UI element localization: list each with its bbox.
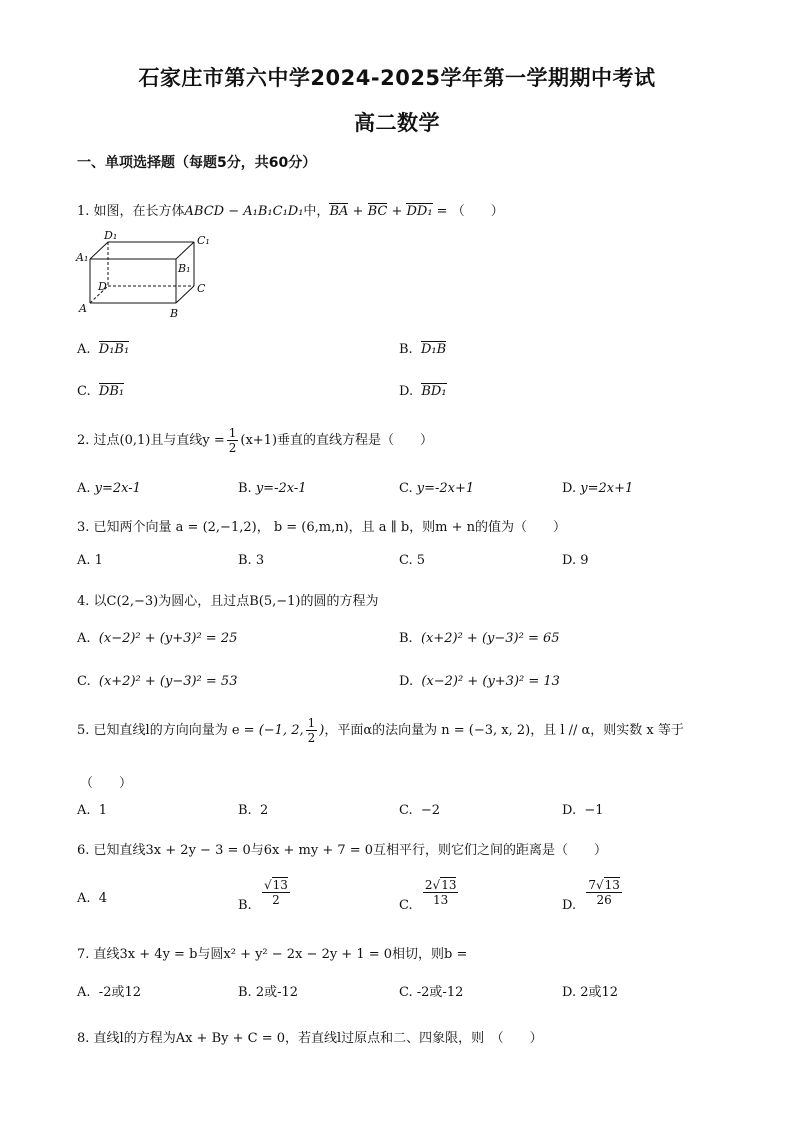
- q5-option-d-letter: D.: [562, 803, 577, 818]
- q6-option-d-coef: 7: [588, 878, 596, 892]
- question-1-stem: [77, 200, 504, 219]
- q7-option-d[interactable]: [562, 981, 618, 1000]
- q2-option-d-text: y=2x+1: [580, 481, 634, 496]
- q1-option-c-letter: C.: [77, 384, 91, 399]
- q5-option-d-text: −1: [584, 803, 604, 818]
- q1-vector-ba: BA: [329, 204, 349, 219]
- q3-option-a-text: 1: [94, 553, 103, 568]
- q2-frac-den: 2: [228, 441, 237, 455]
- label-d: D: [98, 280, 107, 293]
- q3-option-c-text: 5: [416, 553, 426, 568]
- q2-option-a[interactable]: [77, 481, 141, 496]
- q1-prefix: 1. 如图，在长方体: [77, 204, 185, 219]
- q4-option-a-letter: A.: [77, 631, 91, 646]
- cuboid-figure: [74, 228, 214, 324]
- q6-option-a[interactable]: [77, 891, 107, 906]
- q5-option-a-letter: A.: [77, 803, 91, 818]
- q4-option-a[interactable]: [77, 631, 237, 646]
- q4-option-b[interactable]: [399, 631, 560, 646]
- question-3-stem: 3. 已知两个向量 a = (2,−1,2)， b = (6,m,n)，且 a ∥ b，则m + n的值为（ ）: [77, 520, 567, 535]
- q4-option-b-letter: B.: [399, 631, 413, 646]
- q1-vector-dd1: DD₁: [406, 204, 433, 219]
- q2-option-a-text: y=2x-1: [94, 481, 141, 496]
- q3-option-c-letter: C.: [399, 553, 413, 568]
- q5-fraction: [306, 716, 318, 745]
- q7-option-c[interactable]: [399, 981, 463, 1000]
- q7-option-d-letter: D.: [562, 985, 577, 1000]
- q4-option-d-letter: D.: [399, 674, 414, 689]
- q6-option-b-den: 2: [272, 893, 280, 907]
- question-5-stem: [77, 716, 684, 745]
- q2-option-b[interactable]: [238, 481, 307, 496]
- q5-option-b-text: 2: [259, 803, 269, 818]
- q4-option-c-letter: C.: [77, 674, 91, 689]
- q1-option-d-letter: D.: [399, 384, 414, 399]
- q5-suffix: ，平面α的法向量为 n = (−3, x, 2)，且 l // α，则实数 x 等于: [324, 723, 684, 738]
- q6-option-b[interactable]: [238, 878, 292, 913]
- q5-option-d[interactable]: [562, 803, 604, 818]
- q2-option-c-letter: C.: [399, 481, 413, 496]
- q1-option-a-vector: D₁B₁: [98, 342, 130, 357]
- q7-option-c-letter: C.: [399, 985, 413, 1000]
- q1-option-b[interactable]: [399, 342, 446, 357]
- q6-option-c-num: 2√13: [424, 878, 457, 892]
- q5-vector-left: (−1, 2,: [258, 723, 304, 738]
- q7-option-a[interactable]: [77, 981, 141, 1000]
- q5-frac-den: 2: [307, 731, 316, 745]
- q1-option-a-letter: A.: [77, 342, 91, 357]
- q6-option-c-coef: 2: [424, 878, 433, 892]
- question-6-stem: 6. 已知直线3x + 2y − 3 = 0与6x + my + 7 = 0互相平行，则它们之间的距离是（ ）: [77, 843, 608, 858]
- q6-option-d-letter: D.: [562, 898, 577, 913]
- question-8-stem: 8. 直线l的方程为Ax + By + C = 0，若直线l过原点和二、四象限，则 （ ）: [77, 1031, 543, 1046]
- q4-option-b-text: (x+2)² + (y−3)² = 65: [420, 631, 560, 646]
- q6-option-c-letter: C.: [399, 898, 413, 913]
- question-4-stem: 4. 以C(2,−3)为圆心，且过点B(5,−1)的圆的方程为: [77, 594, 379, 609]
- q5-option-b[interactable]: [238, 803, 268, 818]
- q4-option-d-text: (x−2)² + (y+3)² = 13: [421, 674, 560, 689]
- q3-option-b-letter: B.: [238, 553, 252, 568]
- q4-option-c-text: (x+2)² + (y−3)² = 53: [98, 674, 238, 689]
- q7-option-a-letter: A.: [77, 985, 91, 1000]
- question-7-stem: 7. 直线3x + 4y = b与圆x² + y² − 2x − 2y + 1 = 0相切，则b =: [77, 947, 468, 962]
- label-c: C: [197, 282, 206, 295]
- q6-option-c[interactable]: [399, 878, 460, 913]
- q1-plus-1: +: [348, 204, 368, 219]
- q4-option-d[interactable]: [399, 674, 560, 689]
- q5-option-a-text: 1: [98, 803, 108, 818]
- q3-option-c[interactable]: [399, 553, 425, 568]
- question-2-stem: [77, 426, 433, 455]
- q2-fraction: [227, 426, 239, 455]
- q5-vector-right: ): [319, 723, 325, 738]
- q1-option-c-vector: DB₁: [98, 384, 125, 399]
- q2-option-b-letter: B.: [238, 481, 252, 496]
- q4-option-c[interactable]: [77, 674, 237, 689]
- q6-option-c-radicand: 13: [441, 878, 457, 892]
- exam-subject: 高二数学: [354, 111, 440, 135]
- label-a1: A₁: [76, 251, 89, 264]
- q5-answer-blank: （ ）: [80, 776, 133, 791]
- q6-option-a-value: 4: [98, 891, 108, 906]
- q5-option-b-letter: B.: [238, 803, 252, 818]
- q7-option-b-text: 2或-12: [255, 985, 299, 1000]
- q6-option-a-letter: A.: [77, 891, 91, 906]
- q6-option-d-fraction: [586, 878, 622, 907]
- q4-option-a-text: (x−2)² + (y+3)² = 25: [98, 631, 238, 646]
- q2-option-c-text: y=-2x+1: [416, 481, 475, 496]
- q1-plus-2: +: [387, 204, 407, 219]
- q3-option-d-letter: D.: [562, 553, 577, 568]
- label-b: B: [170, 307, 179, 320]
- q5-option-c-letter: C.: [399, 803, 413, 818]
- q2-option-a-letter: A.: [77, 481, 91, 496]
- q3-option-d[interactable]: [562, 553, 589, 568]
- q2-option-d[interactable]: [562, 481, 633, 496]
- q3-option-a[interactable]: [77, 553, 103, 568]
- q7-option-a-text: -2或12: [98, 985, 142, 1000]
- q6-option-b-fraction: [262, 878, 290, 907]
- q2-option-b-text: y=-2x-1: [255, 481, 307, 496]
- q6-option-c-fraction: [423, 878, 459, 907]
- q6-option-b-letter: B.: [238, 898, 252, 913]
- q5-frac-num: 1: [307, 716, 316, 730]
- q1-vector-bc: BC: [367, 204, 388, 219]
- q6-option-d-radicand: 13: [604, 878, 620, 892]
- q6-option-b-radicand: 13: [272, 878, 288, 892]
- q2-frac-num: 1: [228, 426, 237, 440]
- q6-option-d[interactable]: [562, 878, 624, 913]
- q1-suffix: = （ ）: [432, 204, 504, 219]
- q3-option-b-text: 3: [255, 553, 265, 568]
- edge-b1c1: [176, 242, 194, 259]
- q1-option-d-vector: BD₁: [421, 384, 447, 399]
- q6-option-b-num: √13: [263, 878, 288, 892]
- q3-option-d-text: 9: [580, 553, 589, 568]
- edge-bc: [176, 286, 194, 303]
- label-d1: D₁: [104, 229, 118, 242]
- q6-option-d-den: 26: [596, 893, 612, 907]
- q3-option-b[interactable]: [238, 553, 264, 568]
- label-b1: B₁: [178, 262, 191, 275]
- q3-option-a-letter: A.: [77, 553, 91, 568]
- q5-option-a[interactable]: [77, 803, 107, 818]
- q1-option-c[interactable]: [77, 384, 124, 399]
- q5-option-c-text: −2: [420, 803, 441, 818]
- exam-title: 石家庄市第六中学2024-2025学年第一学期期中考试: [138, 66, 656, 90]
- q1-solid: ABCD − A₁B₁C₁D₁: [184, 204, 304, 219]
- q2-suffix: (x+1)垂直的直线方程是（ ）: [240, 433, 434, 448]
- q1-option-b-letter: B.: [399, 342, 413, 357]
- q2-prefix: 2. 过点(0,1)且与直线y =: [77, 433, 225, 448]
- label-c1: C₁: [197, 234, 210, 247]
- q1-mid: 中，: [303, 204, 330, 219]
- q2-option-d-letter: D.: [562, 481, 577, 496]
- label-a: A: [79, 302, 87, 315]
- q1-option-a[interactable]: [77, 342, 129, 357]
- q6-option-c-den: 13: [433, 893, 449, 907]
- q5-option-c[interactable]: [399, 803, 440, 818]
- q7-option-d-text: 2或12: [580, 985, 619, 1000]
- q1-option-b-vector: D₁B: [420, 342, 447, 357]
- section-heading-single-choice: 一、单项选择题（每题5分，共60分）: [77, 155, 317, 171]
- q5-prefix: 5. 已知直线l的方向向量为 e =: [77, 723, 259, 738]
- q1-option-d[interactable]: [399, 384, 447, 399]
- q7-option-b-letter: B.: [238, 985, 252, 1000]
- q7-option-b[interactable]: [238, 981, 298, 1000]
- q7-option-c-text: -2或-12: [416, 985, 464, 1000]
- edge-a1d1: [90, 242, 108, 259]
- q2-option-c[interactable]: [399, 481, 474, 496]
- q6-option-d-num: 7√13: [588, 878, 620, 892]
